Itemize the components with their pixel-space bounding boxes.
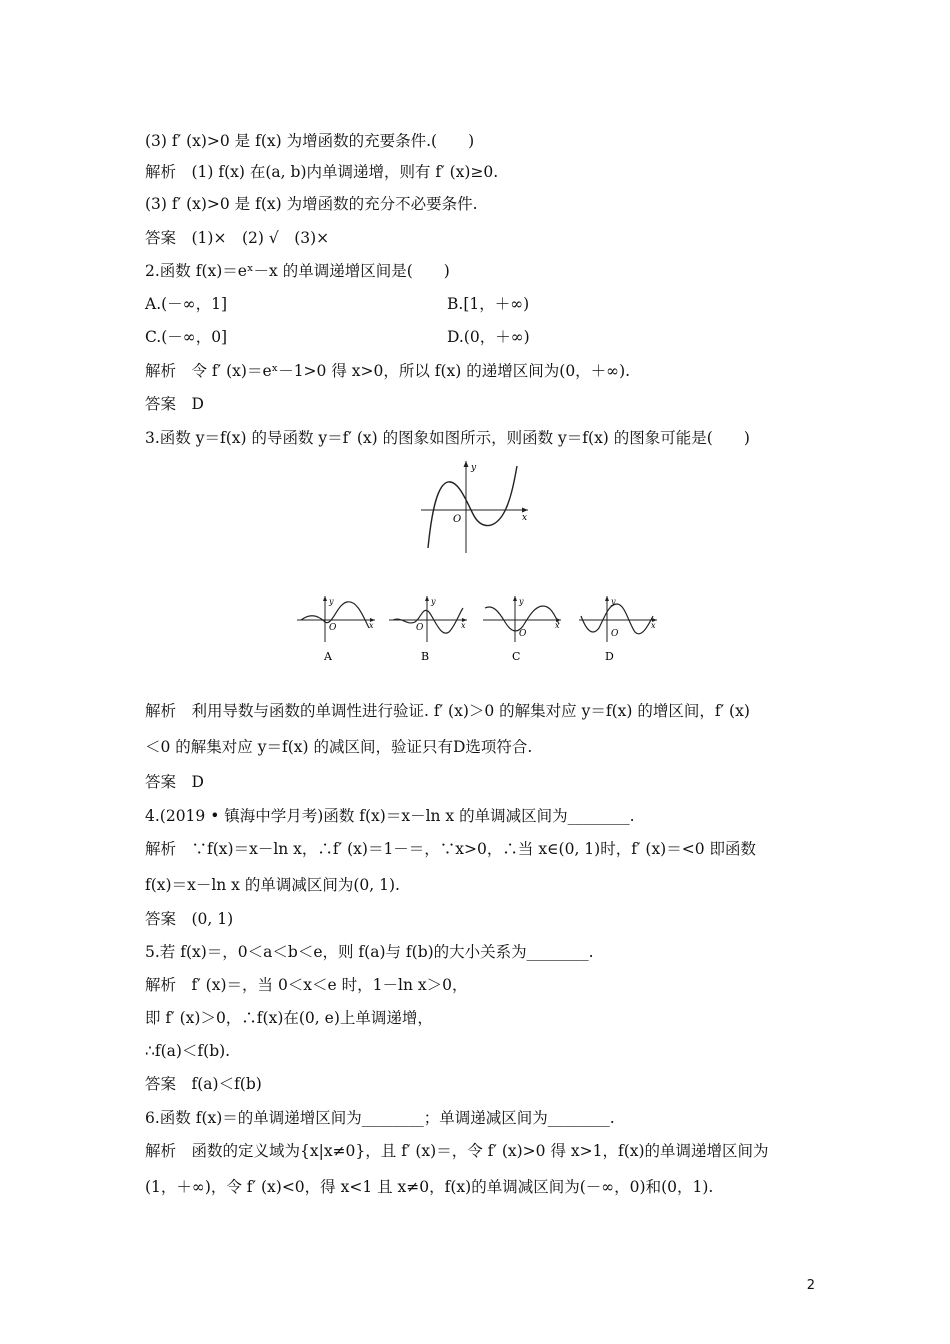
q6-stem: 6.函数 f(x)＝的单调递增区间为________；单调递减区间为________.	[145, 1109, 615, 1127]
option-d-x-label: x	[651, 621, 656, 630]
q1-analysis: 解析 (1) f(x) 在(a, b)内单调递增，则有 f′ (x)≥0.	[145, 163, 499, 181]
option-c-y-label: y	[519, 597, 524, 606]
q5-answer: 答案 f(a)＜f(b)	[145, 1075, 262, 1093]
option-a-origin: O	[329, 623, 337, 633]
graph-x-label: x	[522, 513, 528, 523]
q2-answer: 答案 D	[145, 395, 204, 413]
option-c-label: C	[512, 650, 521, 663]
q5-stem: 5.若 f(x)＝，0＜a＜b＜e，则 f(a)与 f(b)的大小关系为________.	[145, 943, 594, 961]
q4-stem: 4.(2019 • 镇海中学月考)函数 f(x)＝x－ln x 的单调减区间为________.	[145, 807, 635, 825]
q5-analysis-1: 解析 f′ (x)＝，当 0＜x＜e 时，1－ln x＞0，	[145, 976, 468, 994]
q5-analysis-3: ∴f(a)＜f(b).	[145, 1042, 231, 1060]
option-graph-c	[481, 594, 566, 666]
q2-analysis: 解析 令 f′ (x)＝eˣ－1>0 得 x>0，所以 f(x) 的递增区间为(0，＋∞).	[145, 362, 631, 380]
q2-stem: 2.函数 f(x)＝eˣ－x 的单调递增区间是( )	[145, 262, 450, 280]
option-a-y-label: y	[329, 597, 334, 606]
q2-option-c: C.(－∞，0]	[145, 328, 228, 346]
q2-option-b: B.[1，＋∞)	[447, 295, 530, 313]
option-b-label: B	[421, 650, 430, 663]
q4-answer: 答案 (0, 1)	[145, 910, 234, 928]
q6-analysis-1: 解析 函数的定义域为{x|x≠0}，且 f′ (x)＝，令 f′ (x)>0 得 x>1，f(x)的单调递增区间为	[145, 1142, 769, 1160]
q5-analysis-2: 即 f′ (x)＞0，∴f(x)在(0, e)上单调递增，	[145, 1009, 433, 1027]
graph-y-label: y	[471, 463, 477, 473]
q3-answer: 答案 D	[145, 773, 204, 791]
q1-analysis-3: (3) f′ (x)>0 是 f(x) 为增函数的充分不必要条件.	[145, 195, 478, 213]
option-a-label: A	[324, 650, 332, 663]
option-a-x-label: x	[369, 621, 374, 630]
page-number: 2	[806, 1278, 815, 1293]
option-graph-a	[295, 594, 380, 666]
q3-analysis-2: ＜0 的解集对应 y＝f(x) 的减区间，验证只有D选项符合.	[145, 738, 533, 756]
option-b-origin: O	[416, 623, 424, 633]
option-graph-d	[577, 594, 662, 666]
derivative-graph	[418, 458, 533, 553]
q2-option-a: A.(－∞，1]	[145, 295, 227, 313]
option-d-label: D	[605, 650, 614, 663]
q1-item3: (3) f′ (x)>0 是 f(x) 为增函数的充要条件.( )	[145, 132, 475, 150]
q3-analysis-1: 解析 利用导数与函数的单调性进行验证. f′ (x)＞0 的解集对应 y＝f(x) 的增区间，f′ (x)	[145, 702, 750, 720]
q4-analysis-1: 解析 ∵f(x)＝x－ln x，∴f′ (x)＝1－＝，∵x>0，∴当 x∈(0, 1)时，f′ (x)＝<0 即函数	[145, 840, 757, 858]
option-c-x-label: x	[555, 621, 560, 630]
q4-analysis-2: f(x)＝x－ln x 的单调减区间为(0, 1).	[145, 876, 400, 894]
q1-answer: 答案 (1)× (2) √ (3)×	[145, 229, 330, 247]
option-graph-b	[387, 594, 472, 666]
option-b-y-label: y	[431, 597, 436, 606]
q3-stem: 3.函数 y＝f(x) 的导函数 y＝f′ (x) 的图象如图所示，则函数 y＝f(x) 的图象可能是( )	[145, 429, 750, 447]
option-b-x-label: x	[461, 621, 466, 630]
q2-option-d: D.(0，＋∞)	[447, 328, 530, 346]
graph-origin-label: O	[453, 514, 462, 525]
option-c-origin: O	[519, 629, 527, 639]
q6-analysis-2: (1，＋∞)，令 f′ (x)<0，得 x<1 且 x≠0，f(x)的单调减区间为(－∞，0)和(0，1).	[145, 1178, 714, 1196]
option-d-origin: O	[611, 629, 619, 639]
option-d-y-label: y	[611, 597, 616, 606]
